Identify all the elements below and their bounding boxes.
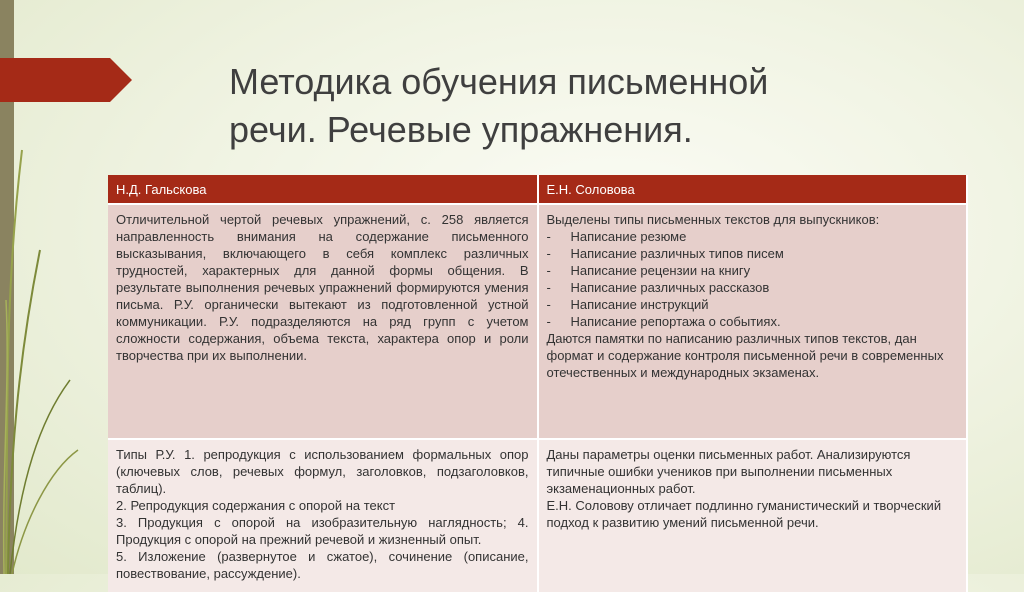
list-item: - Написание инструкций [546, 297, 709, 312]
title-line-1: Методика обучения письменной [229, 61, 769, 102]
header-solovova: Е.Н. Соловова [538, 175, 968, 204]
types-line: 3. Продукция с опорой на изобразительную наглядность; 4. Продукция с опорой на прежний речевой и жизненный опыт. [116, 515, 529, 547]
cell-galskova-definition: Отличительной чертой речевых упражнений, с. 258 является направленность внимания на содержание письменного высказывания, включающего в себя комплекс различных трудностей, характерных для данной формы общения. В результате выполнения речевых упражнений формируются умения письма. Р.У. органически вытекают из подготовленной устной коммуникации. Р.У. подразделяются на ряд групп с учетом сложности содержания, объема текста, характера опор и роли творчества при их выполнении. [108, 204, 538, 439]
assessment-line: Даны параметры оценки письменных работ. Анализируются типичные ошибки учеников при выполнении письменных экзаменационных работ. [546, 447, 911, 496]
list-item: - Написание репортажа о событиях. [546, 314, 781, 329]
text-types-intro: Выделены типы письменных текстов для выпускников: [546, 212, 880, 227]
text-types-list [547, 228, 959, 330]
header-galskova: Н.Д. Гальскова [108, 175, 538, 204]
text-types-outro: Даются памятки по написанию различных типов текстов, дан формат и содержание контроля письменной речи в современных отечественных и международных экзаменах. [546, 331, 944, 380]
list-item: - Написание различных типов писем [546, 246, 784, 261]
assessment-line: Е.Н. Соловову отличает подлинно гуманистический и творческий подход к развитию умений письменной речи. [546, 498, 942, 530]
types-line: 5. Изложение (развернутое и сжатое), сочинение (описание, повествование, рассуждение). [116, 549, 529, 581]
cell-solovova-assessment [538, 439, 968, 592]
types-line: Типы Р.У. 1. репродукция с использованием формальных опор (ключевых слов, речевых формул, заголовков, подзаголовков, таблиц). [116, 447, 529, 496]
types-line: 2. Репродукция содержания с опорой на текст [116, 498, 396, 513]
list-item: - Написание резюме [546, 229, 687, 244]
slide-title [229, 58, 929, 154]
cell-galskova-types [108, 439, 538, 592]
title-line-2: речи. Речевые упражнения. [229, 109, 693, 150]
comparison-table [108, 175, 968, 592]
table-header-row [108, 175, 967, 204]
list-item: - Написание рецензии на книгу [546, 263, 751, 278]
table-row [108, 204, 967, 439]
red-banner-arrow [0, 0, 134, 110]
list-item: - Написание различных рассказов [546, 280, 770, 295]
cell-solovova-text-types [538, 204, 968, 439]
table-row [108, 439, 967, 592]
